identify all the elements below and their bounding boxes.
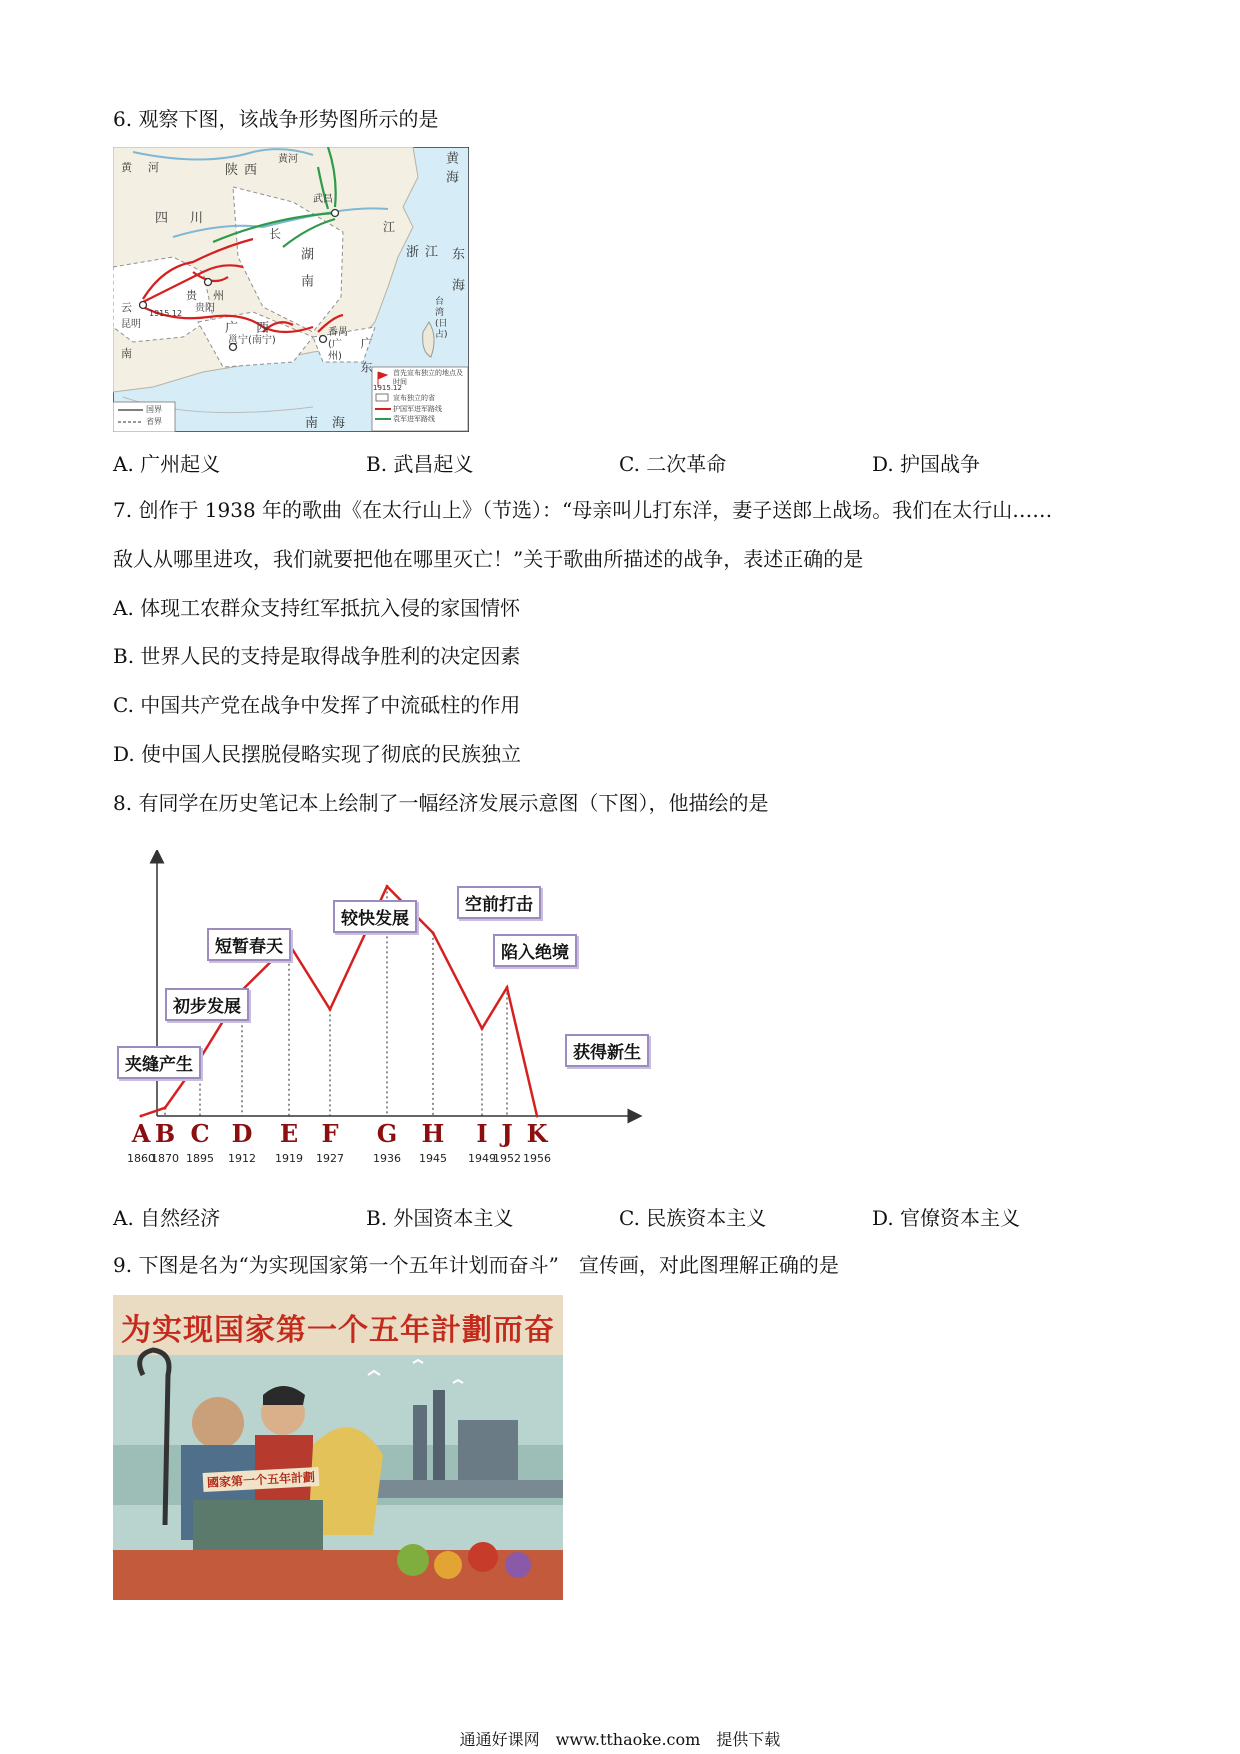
q7-option-c[interactable]: C. 中国共产党在战争中发挥了中流砥柱的作用 <box>113 693 521 717</box>
tick-letter-d: D <box>231 1119 253 1148</box>
data-point-k <box>536 1115 539 1118</box>
map-label-zhejiang: 浙江 <box>406 245 445 260</box>
tick-year-1912: 1912 <box>228 1152 256 1165</box>
tick-year-1956: 1956 <box>523 1152 551 1165</box>
q6-option-a[interactable]: A. 广州起义 <box>113 452 221 476</box>
map-label-yellow-sea: 黄海 <box>443 151 458 189</box>
q8-option-b[interactable]: B. 外国资本主义 <box>366 1206 514 1230</box>
map-label-taiwan: 台湾(日占) <box>435 297 448 340</box>
map-label-sichuan: 四川 <box>155 211 226 226</box>
map-label-yellow-river: 黄河 <box>278 154 298 165</box>
poster-title: 为实现国家第一个五年計劃而奋 <box>121 1313 555 1348</box>
poster-illustration <box>113 1295 563 1600</box>
annotation-xianru: 陷入绝境 <box>493 934 577 967</box>
q6-stem: 6. 观察下图，该战争形势图所示的是 <box>113 107 439 131</box>
map-label-date: 1915.12 <box>149 309 183 318</box>
map-legend-red-route: 护国军进军路线 <box>393 405 442 413</box>
q7-option-a[interactable]: A. 体现工农群众支持红军抵抗入侵的家国情怀 <box>113 596 521 620</box>
map-label-south-sea: 南海 <box>305 416 360 431</box>
map-label-hunan: 湖南 <box>298 247 313 301</box>
map-legend-green-route: 袁军进军路线 <box>393 415 435 423</box>
data-point-i <box>481 1027 484 1030</box>
map-legend-independent: 宣布独立的省 <box>393 394 435 402</box>
map-label-edge-2: 河 <box>148 161 159 174</box>
q8-stem: 8. 有同学在历史笔记本上绘制了一幅经济发展示意图（下图），他描绘的是 <box>113 791 769 815</box>
tick-year-1919: 1919 <box>275 1152 303 1165</box>
map-label-guiyang: 贵阳 <box>195 303 215 314</box>
map-label-yun: 云 <box>121 301 132 314</box>
tick-year-1895: 1895 <box>186 1152 214 1165</box>
annotation-duanzan: 短暂春天 <box>207 928 291 961</box>
map-label-east-sea: 东海 <box>449 247 464 309</box>
map-label-guizhou: 贵州 <box>186 289 240 302</box>
map-label-jiang: 江 <box>383 220 396 234</box>
map-legend-date: 1915.12 <box>373 384 402 392</box>
q7-stem-line2: 敌人从哪里进攻，我们就要把他在哪里灭亡！”关于歌曲所描述的战争，表述正确的是 <box>113 547 864 571</box>
map-legend-first: 首先宣布独立的地点及时间 <box>393 369 463 386</box>
tick-letter-b: B <box>154 1119 176 1148</box>
q6-option-b[interactable]: B. 武昌起义 <box>366 452 474 476</box>
q8-option-d[interactable]: D. 官僚资本主义 <box>872 1206 1021 1230</box>
data-point-b <box>164 1106 167 1109</box>
map-label-chang: 长 <box>269 227 282 241</box>
tick-letter-k: K <box>526 1119 548 1148</box>
map-label-kunming: 昆明 <box>121 319 141 330</box>
tick-letter-e: E <box>279 1119 299 1148</box>
map-label-nan: 南 <box>121 347 132 360</box>
data-point-g <box>386 885 389 888</box>
tick-letter-j: J <box>501 1119 513 1148</box>
q6-map <box>113 147 469 432</box>
map-label-nanning: 邕宁(南宁) <box>228 335 276 346</box>
tick-letter-i: I <box>476 1119 488 1148</box>
poster-banner: 國家第一个五年計劃 <box>203 1467 320 1492</box>
map-legend-province-border: 省界 <box>146 417 162 426</box>
data-point-f <box>329 1008 332 1011</box>
page-footer: 通通好课网 www.tthaoke.com 提供下载 <box>459 1730 781 1749</box>
q8-option-c[interactable]: C. 民族资本主义 <box>619 1206 767 1230</box>
tick-letter-a: A <box>131 1119 151 1148</box>
annotation-chubu: 初步发展 <box>165 988 249 1021</box>
map-label-wuchang: 武昌 <box>313 194 333 205</box>
q6-option-d[interactable]: D. 护国战争 <box>872 452 981 476</box>
q6-option-c[interactable]: C. 二次革命 <box>619 452 727 476</box>
tick-year-1945: 1945 <box>419 1152 447 1165</box>
tick-letter-g: G <box>376 1119 398 1148</box>
q7-stem-line1: 7. 创作于 1938 年的歌曲《在太行山上》（节选）：“母亲叫儿打东洋，妻子送郎上战场。我们在太行山…… <box>113 498 1053 522</box>
map-legend-border: 国界 <box>146 405 162 414</box>
tick-letter-c: C <box>190 1119 210 1148</box>
q7-option-d[interactable]: D. 使中国人民摆脱侵略实现了彻底的民族独立 <box>113 742 522 766</box>
map-label-guangxi: 广西 <box>225 321 288 336</box>
tick-year-1927: 1927 <box>316 1152 344 1165</box>
tick-letter-h: H <box>421 1119 445 1148</box>
q7-option-b[interactable]: B. 世界人民的支持是取得战争胜利的决定因素 <box>113 644 521 668</box>
q8-option-a[interactable]: A. 自然经济 <box>113 1206 221 1230</box>
annotation-kongqian: 空前打击 <box>457 886 541 919</box>
map-label-shaanxi: 陕西 <box>225 163 264 178</box>
tick-year-1860: 1860 <box>127 1152 155 1165</box>
q9-stem: 9. 下图是名为“为实现国家第一个五年计划而奋斗” 宣传画，对此图理解正确的是 <box>113 1253 839 1277</box>
map-label-guangdong: 广东 <box>359 337 373 385</box>
tick-year-1949: 1949 <box>468 1152 496 1165</box>
annotation-huode: 获得新生 <box>565 1034 649 1067</box>
annotation-jiafeng: 夹缝产生 <box>117 1046 201 1079</box>
tick-year-1952: 1952 <box>493 1152 521 1165</box>
annotation-jiaokuai: 较快发展 <box>333 900 417 933</box>
data-point-j <box>506 986 509 989</box>
tick-letter-f: F <box>321 1119 339 1148</box>
tick-year-1870: 1870 <box>151 1152 179 1165</box>
q9-poster <box>113 1295 563 1600</box>
q8-chart <box>113 850 668 1170</box>
data-point-a <box>140 1115 143 1118</box>
data-point-h <box>432 931 435 934</box>
map-label-guangzhou: 番禺(广州) <box>328 327 348 362</box>
tick-year-1936: 1936 <box>373 1152 401 1165</box>
map-label-edge-1: 黄 <box>121 161 132 174</box>
